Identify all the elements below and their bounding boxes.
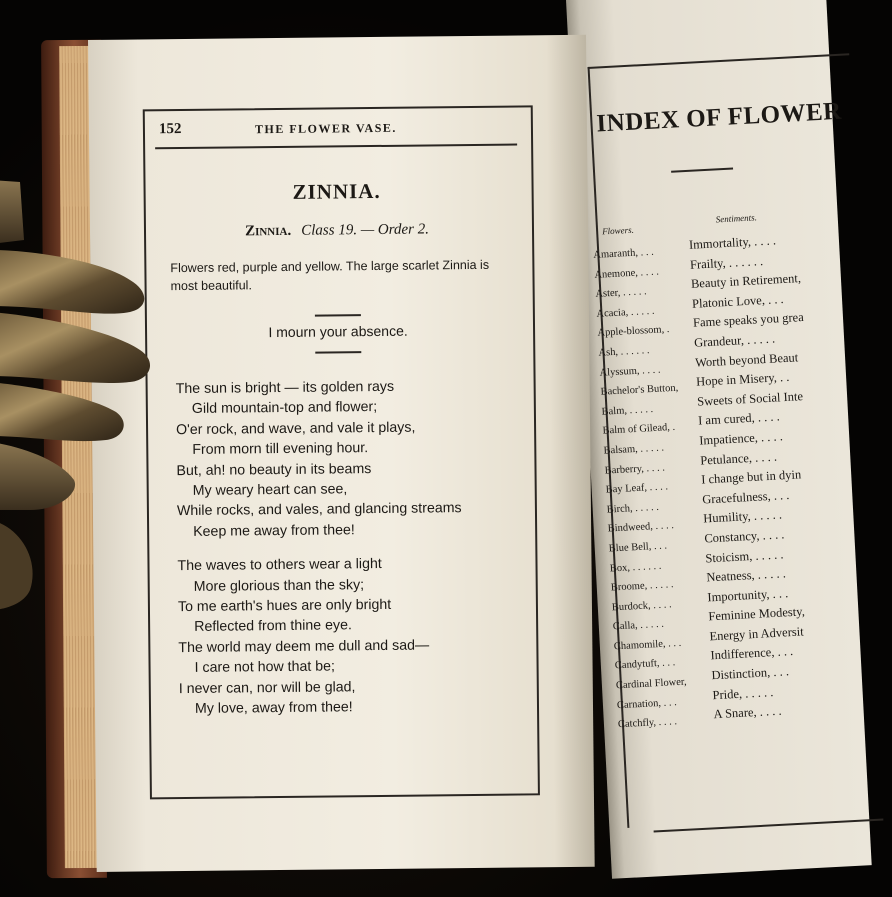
index-flower: Amaranth, . . . xyxy=(593,246,654,261)
sentiment-rule-top xyxy=(315,314,361,316)
index-flower: Apple-blossom, . xyxy=(597,324,670,340)
index-sentiment: Immortality, . . . . xyxy=(688,233,777,252)
poem-line: The world may deem me dull and sad— xyxy=(178,637,430,656)
page-number: 152 xyxy=(158,121,182,138)
index-flower: Bachelor's Button, xyxy=(600,382,679,398)
index-flower: Cardinal Flower, xyxy=(615,676,687,692)
classification xyxy=(146,220,528,241)
index-sentiment: Distinction, . . . xyxy=(711,664,790,683)
index-flower: Birch, . . . . . xyxy=(606,501,660,516)
left-page xyxy=(88,35,595,872)
flower-description: Flowers red, purple and yellow. The large scarlet Zinnia is most beautiful. xyxy=(170,257,490,294)
index-sentiment: I change but in dyin xyxy=(700,467,802,487)
poem-line: My weary heart can see, xyxy=(192,481,348,499)
index-flower: Aster, . . . . . xyxy=(595,286,647,301)
index-flower: Blue Bell, . . . xyxy=(608,540,668,555)
sentiment: I mourn your absence. xyxy=(268,322,408,341)
right-page xyxy=(566,0,872,879)
index-flower: Box, . . . . . . xyxy=(609,560,662,574)
poem-line: O'er rock, and wave, and vale it plays, xyxy=(176,419,416,438)
poem xyxy=(176,375,530,719)
index-flower: Barberry, . . . . xyxy=(604,462,666,477)
poem-stanza-1 xyxy=(176,375,528,542)
index-flower: Bay Leaf, . . . . xyxy=(605,481,669,496)
brass-hand-bookstand xyxy=(0,180,160,610)
index-flower: Balm of Gilead, . xyxy=(602,422,676,438)
index-list xyxy=(593,231,878,734)
index-sentiment: I am cured, . . . . xyxy=(697,409,781,428)
index-sentiment: Humility, . . . . . xyxy=(702,507,783,526)
index-flower: Catchfly, . . . . xyxy=(617,716,678,731)
running-head xyxy=(159,118,515,144)
index-flower: Balsam, . . . . . xyxy=(603,442,665,457)
poem-line: I care not how that be; xyxy=(194,658,336,677)
index-flower: Bindweed, . . . . xyxy=(607,520,675,535)
index-flower: Carnation, . . . xyxy=(616,696,677,711)
index-flower: Ash, . . . . . . xyxy=(598,345,650,359)
index-flower: Candytuft, . . . xyxy=(614,657,676,672)
index-flower: Burdock, . . . . xyxy=(611,598,672,614)
index-flower: Calla, . . . . . xyxy=(612,619,665,633)
flower-title: ZINNIA. xyxy=(292,178,381,204)
poem-line: My love, away from thee! xyxy=(194,699,353,718)
text-frame xyxy=(143,105,540,799)
index-flower: Anemone, . . . . xyxy=(594,266,660,281)
index-sentiment: Feminine Modesty, xyxy=(708,604,806,624)
index-column-flowers: Flowers. xyxy=(601,224,635,237)
index-sentiment: Pride, . . . . . xyxy=(712,684,774,702)
index-sentiment: Gracefulness, . . . xyxy=(701,487,790,507)
index-sentiment: Importunity, . . . xyxy=(707,585,789,605)
index-column-sentiments: Sentiments. xyxy=(715,212,758,225)
running-title: THE FLOWER VASE. xyxy=(254,120,397,137)
poem-line: The waves to others wear a light xyxy=(177,556,382,575)
poem-line: Reflected from thine eye. xyxy=(194,617,352,636)
index-sentiment: Frailty, . . . . . . xyxy=(689,253,764,272)
poem-line: The sun is bright — its golden rays xyxy=(175,378,395,398)
index-sentiment: Sweets of Social Inte xyxy=(696,388,804,409)
index-sentiment: Energy in Adversit xyxy=(709,624,804,644)
index-sentiment: Platonic Love, . . . xyxy=(691,291,784,311)
index-sentiment: Stoicism, . . . . . xyxy=(705,546,784,565)
index-sentiment: A Snare, . . . . xyxy=(713,703,782,722)
index-sentiment: Grandeur, . . . . . xyxy=(693,331,776,350)
genus-name: Zinnia. xyxy=(244,222,292,240)
poem-line: Keep me away from thee! xyxy=(193,522,355,540)
index-sentiment: Neatness, . . . . . xyxy=(706,566,787,585)
index-sentiment: Indifference, . . . xyxy=(710,644,794,663)
poem-line: From morn till evening hour. xyxy=(192,440,369,459)
index-flower: Broome, . . . . . xyxy=(610,579,674,594)
index-flower: Alyssum, . . . . xyxy=(599,364,661,379)
poem-line: I never can, nor will be glad, xyxy=(178,678,356,697)
class-order: Class 19. — Order 2. xyxy=(301,221,430,239)
index-sentiment: Beauty in Retirement, xyxy=(690,271,802,292)
poem-line: To me earth's hues are only bright xyxy=(177,596,392,616)
poem-line: Gild mountain-top and flower; xyxy=(191,399,378,418)
poem-line: But, ah! no beauty in its beams xyxy=(176,460,372,479)
index-sentiment: Fame speaks you grea xyxy=(692,310,805,331)
index-sentiment: Constancy, . . . . xyxy=(704,527,785,546)
poem-stanza-2 xyxy=(177,553,529,720)
index-sentiment: Petulance, . . . . xyxy=(699,449,778,468)
sentiment-rule-bottom xyxy=(315,351,361,353)
index-sentiment: Worth beyond Beaut xyxy=(694,349,799,370)
index-flower: Balm, . . . . . xyxy=(601,403,654,418)
index-sentiment: Impatience, . . . . xyxy=(698,429,784,448)
index-flower: Chamomile, . . . xyxy=(613,637,682,653)
poem-line: While rocks, and vales, and glancing streams xyxy=(176,500,462,520)
poem-line: More glorious than the sky; xyxy=(193,576,365,595)
index-title: INDEX OF FLOWER xyxy=(595,97,843,138)
index-flower: Acacia, . . . . . xyxy=(596,305,655,320)
header-rule xyxy=(155,144,517,150)
index-sentiment: Hope in Misery, . . xyxy=(695,369,790,389)
